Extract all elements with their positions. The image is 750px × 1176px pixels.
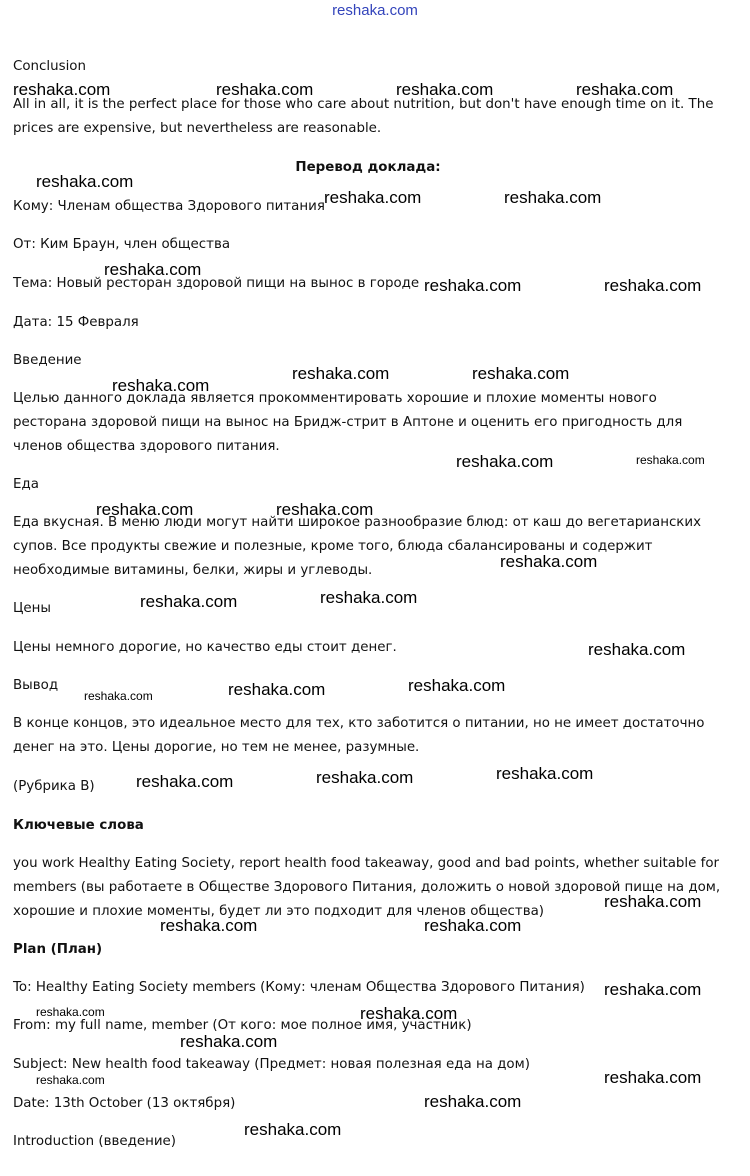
watermark: reshaka.com [604, 1068, 702, 1087]
paragraph-from: От: Ким Браун, член общества [13, 237, 231, 252]
paragraph-subject: Тема: Новый ресторан здоровой пищи на вынос в городе [13, 276, 420, 291]
watermark: reshaka.com [84, 689, 153, 703]
paragraph-introduction-heading: Введение [13, 353, 82, 368]
watermark: reshaka.com [36, 1073, 105, 1087]
watermark: reshaka.com [180, 1032, 278, 1051]
watermark: reshaka.com [472, 364, 570, 383]
paragraph-conclusion-heading: Conclusion [13, 59, 86, 74]
watermark: reshaka.com [104, 260, 202, 279]
watermark: reshaka.com [36, 172, 134, 191]
watermark: reshaka.com [292, 364, 390, 383]
paragraph-date: Дата: 15 Февраля [13, 315, 139, 330]
watermark: reshaka.com [112, 376, 210, 395]
watermark: reshaka.com [424, 276, 522, 295]
watermark: reshaka.com [504, 188, 602, 207]
watermark: reshaka.com [136, 772, 234, 791]
watermark: reshaka.com [320, 588, 418, 607]
watermark: reshaka.com [160, 916, 258, 935]
watermark: reshaka.com [96, 500, 194, 519]
paragraph-food-heading: Еда [13, 477, 39, 492]
paragraph-plan-subject: Subject: New health food takeaway (Предмет: новая полезная еда на дом) [13, 1057, 530, 1072]
watermark: reshaka.com [424, 1092, 522, 1111]
watermark: reshaka.com [276, 500, 374, 519]
paragraph-plan-heading: Plan (План) [13, 942, 103, 957]
paragraph-plan-to: To: Healthy Eating Society members (Кому: членам Общества Здорового Питания) [13, 980, 585, 995]
paragraph-plan-introduction: Introduction (введение) [13, 1134, 177, 1149]
watermark: reshaka.com [216, 80, 314, 99]
watermark: reshaka.com [244, 1120, 342, 1139]
paragraph-keywords-heading: Ключевые слова [13, 818, 144, 833]
watermark: reshaka.com [604, 980, 702, 999]
watermark: reshaka.com [604, 276, 702, 295]
watermark: reshaka.com [140, 592, 238, 611]
paragraph-rubric: (Рубрика B) [13, 779, 95, 794]
paragraph-plan-date: Date: 13th October (13 октября) [13, 1096, 236, 1111]
paragraph-to: Кому: Членам общества Здорового питания [13, 199, 325, 214]
watermark: reshaka.com [396, 80, 494, 99]
watermark: reshaka.com [316, 768, 414, 787]
watermark: reshaka.com [604, 892, 702, 911]
watermark: reshaka.com [408, 676, 506, 695]
paragraph-prices-text: Цены немного дорогие, но качество еды стоит денег. [13, 640, 397, 655]
watermark: reshaka.com [588, 640, 686, 659]
paragraph-keywords-text: you work Healthy Eating Society, report health food takeaway, good and bad points, whether suitable for members (вы работаете в Обществе Здорового Питания, доложить о новой здоровой пище на дом, хорошие и плохие моменты, будет ли это подходит для членов общества) [13, 856, 721, 919]
paragraph-conclusion-ru-text: В конце концов, это идеальное место для тех, кто заботится о питании, но не имеет достаточно денег на это. Цены дорогие, но тем не менее, разумные. [13, 716, 705, 755]
watermark: reshaka.com [228, 680, 326, 699]
watermark: reshaka.com [576, 80, 674, 99]
watermark: reshaka.com [324, 188, 422, 207]
paragraph-food-text: Еда вкусная. В меню люди могут найти широкое разнообразие блюд: от каш до вегетарианских супов. Все продукты свежие и полезные, кроме того, блюда сбалансированы и содержит необходимые витамины, белки, жиры и углеводы. [13, 515, 702, 578]
paragraph-plan-from: From: my full name, member (От кого: мое полное имя, участник) [13, 1018, 472, 1033]
paragraph-prices-heading: Цены [13, 601, 51, 616]
watermark: reshaka.com [496, 764, 594, 783]
paragraph-introduction-text: Целью данного доклада является прокомментировать хорошие и плохие моменты нового ресторана здоровой пищи на вынос на Бридж-стрит в Аптоне и оценить его пригодность для членов общества здорового питания. [13, 391, 683, 454]
watermark: reshaka.com [36, 1005, 105, 1019]
watermark: reshaka.com [500, 552, 598, 571]
watermark: reshaka.com [424, 916, 522, 935]
watermark: reshaka.com [13, 80, 111, 99]
translation-heading: Перевод доклада: [295, 160, 441, 175]
watermark: reshaka.com [636, 453, 705, 467]
watermark: reshaka.com [360, 1004, 458, 1023]
watermark: reshaka.com [456, 452, 554, 471]
paragraph-conclusion-text: All in all, it is the perfect place for those who care about nutrition, but don't have enough time on it. The prices are expensive, but nevertheless are reasonable. [13, 97, 714, 136]
site-link[interactable]: reshaka.com [332, 2, 418, 19]
paragraph-conclusion-ru-heading: Вывод [13, 678, 59, 693]
